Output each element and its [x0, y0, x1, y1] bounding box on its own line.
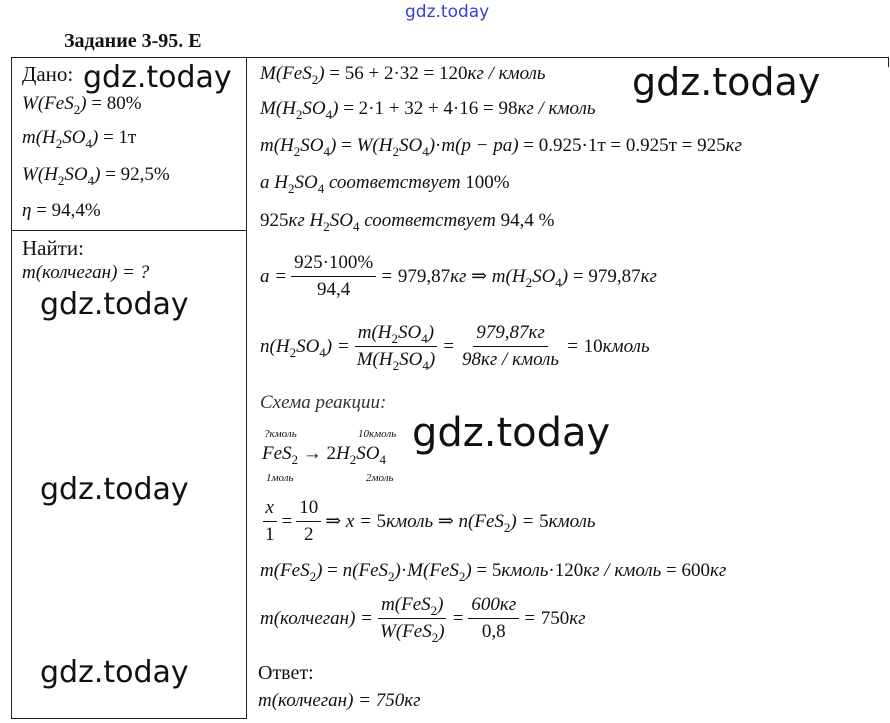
fraction-numerator: 925·100% — [291, 250, 376, 277]
solution-line-6: a = $\frac{925\cdot 100\%}{94,4}$ = 979,87кг ⇒ $m(H_2SO_4) = 979,87кг$ — [260, 250, 657, 303]
watermark-top: gdz.today — [405, 2, 490, 22]
scheme-equation: $FeS_2 \to 2H_2SO_4$ — [262, 443, 387, 467]
solution-line-10: m(колчеган) = $\frac{m(FeS_2)}{W(FeS_2)}$ = $\frac{600кг}{0,8}$ = 750кг — [260, 594, 586, 645]
table-left-border — [11, 57, 12, 719]
given-label: Дано: — [22, 62, 74, 86]
fraction-denominator: 98кг / кмоль — [461, 349, 560, 370]
table-divider — [246, 57, 247, 719]
given-find-divider — [11, 230, 247, 231]
fraction-denominator: 94,4 — [317, 279, 351, 300]
given-eta: η = 94,4% — [22, 200, 101, 221]
answer-label: Ответ: — [258, 662, 314, 684]
watermark-3: gdz.today — [40, 287, 189, 322]
watermark-5: gdz.today — [40, 472, 189, 507]
watermark-1: gdz.today — [83, 60, 232, 95]
solution-line-9: m(FeS$_2$) = n(FeS$_2$)·M(FeS$_2$) = 5кмоль·120кг / кмоль = 600кг — [260, 560, 727, 584]
given-w-fes2: W(FeS$_2$) = 80% — [22, 93, 142, 117]
find-target: m(колчеган) = ? — [22, 262, 150, 283]
scheme-bottom-left: 1моль — [266, 472, 294, 484]
table-bottom-border — [11, 718, 247, 719]
answer-value: m(колчеган) = 750кг — [258, 690, 421, 711]
fraction-denominator: 0,8 — [481, 621, 506, 642]
solution-line-1: M(FeS$_2$) = 56 + 2·32 = 120кг / кмоль — [260, 63, 546, 87]
fraction-numerator: 979,87кг — [473, 320, 548, 347]
scheme-label: Схема реакции: — [260, 392, 387, 413]
solution-line-8: $\frac{x}{1}$ = $\frac{10}{2}$ ⇒ x = 5кмоль ⇒ n(FeS$_2$) = 5кмоль — [258, 495, 596, 548]
solution-line-2: $M(H_2SO_4) = 2\cdot 1 + 32 + 4\cdot 16 = 98кг$ / кмоль — [260, 98, 596, 122]
solution-line-4: a $H_2SO_4$ соответствует 100% — [260, 172, 510, 196]
given-w-h2so4: $W(H_2SO_4) = 92,5\%$ — [22, 164, 170, 188]
table-top-border — [11, 57, 889, 58]
fraction-numerator: 600кг — [468, 592, 519, 619]
scheme-top-left: ?кмоль — [264, 428, 297, 440]
given-m-h2so4: $m(H_2SO_4) = 1т$ — [22, 127, 137, 151]
solution-line-7: $n(H_2SO_4)$ = $\frac{m(H_2SO_4)}{M(H_2SO_4)}$ = $\frac{979,87кг}{\text{98кг / кмоль}}$ = 10кмоль — [260, 322, 650, 373]
find-label: Найти: — [22, 236, 84, 260]
solution-line-5: 925кг $H_2SO_4$ соответствует 94,4 % — [260, 210, 555, 234]
watermark-2: gdz.today — [632, 60, 821, 104]
solution-line-3: $m(H_2SO_4) = W(H_2SO_4)\cdot m(p - pa) = 0.925\cdot 1т = 0.925т = 925кг$ — [260, 135, 742, 159]
watermark-4: gdz.today — [412, 410, 611, 456]
scheme-top-right: 10кмоль — [358, 428, 397, 440]
scheme-bottom-right: 2моль — [366, 472, 394, 484]
table-right-tick — [888, 57, 889, 67]
task-title: Задание 3-95. Е — [64, 30, 202, 52]
watermark-6: gdz.today — [40, 655, 189, 690]
